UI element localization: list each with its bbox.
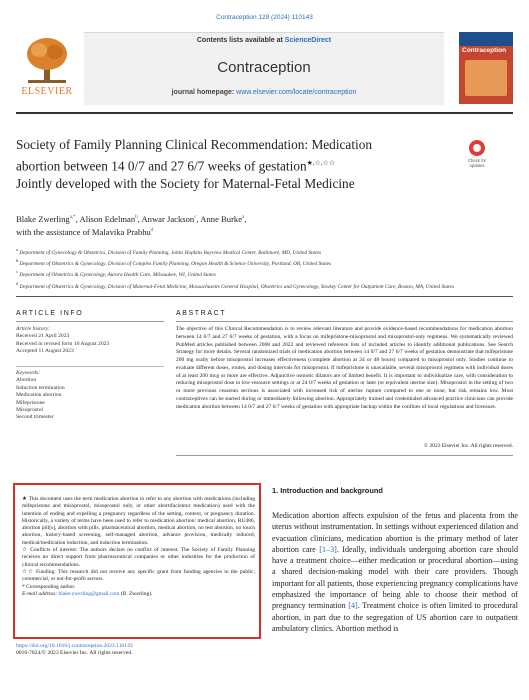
cover-strip (459, 32, 513, 46)
history-heading: Article history: (16, 326, 51, 332)
footnotes (22, 496, 255, 598)
cover-title: Contraception (462, 47, 507, 54)
affiliation: $^b$ Department of Obstetrics & Gynecology, Division of Complex Family Planning, Oregon Health & Science University, Portland, OR, United States (16, 258, 332, 267)
keyword-list (16, 370, 164, 422)
title-line-3: Jointly developed with the Society for Maternal-Fetal Medicine (16, 176, 355, 192)
keyword: Second trimester (16, 414, 54, 421)
issn-line: 0010-7824/© 2023 Elsevier Inc. All rights reserved. (16, 650, 133, 657)
author-name[interactable]: Anne Burke (200, 213, 243, 224)
author-name[interactable]: Blake Zwerling (16, 213, 70, 224)
history-item: Received 21 April 2023 (16, 333, 70, 340)
author-affil-sup[interactable]: d (150, 227, 154, 233)
article-doi-block (16, 643, 256, 658)
header-divider (16, 112, 513, 114)
affiliation-divider (16, 296, 513, 297)
article-title (16, 136, 446, 193)
article-info-divider (16, 321, 164, 322)
abstract-text: The objective of this Clinical Recommendation is to review relevant literature and provide evidence-based recommendations for medication abortion between 14 0/7 and 27 6/7 weeks of gestation, with a focus on mifepristone-misoprostol and misoprostol-only regimens. We systematically reviewed PubMed articles published between 2008 and 2022 and reviewed reference lists of included articles to identify additional publications. See Search Strategy for more details. Several randomized trials of medication abortion between 14 0/7 and 27 6/7 weeks of gestation demonstrate that mifepristone 200 mg orally before misoprostol increases effectiveness (complete abortion at 24 or 48 hours) compared to misoprostol only. Studies continue to evaluate different doses, routes, and dosing intervals for misoprostol. If mifepristone is unavailable, several misoprostol regimens with individual doses of at least 200 mcg or more are effective. Adjunctive osmotic dilators are of limited benefit. It is important to individualize care, with consideration to reducing misoprostol dose in low-resource settings or at 24 0/7 weeks of gestation or later (or equivalent uterine size). Misoprostol in the setting of two or more previous cesarean sections is associated with increased risk of uterine rupture compared to one or none, but risk remains low. Most contraceptives can be started during or immediately following abortion. Appropriately trained and credentialed advanced practice clinicians can provide medication abortion between 14 0/7 and 27 6/7 weeks of gestation with appropriate backup within the confines of local regulations and licensure. (176, 326, 513, 410)
email-link[interactable]: blake.zwerling@gmail.com (58, 590, 120, 597)
section-heading: 1. Introduction and background (272, 486, 383, 495)
author-affil-sup[interactable]: c (194, 215, 197, 220)
journal-homepage (84, 89, 444, 96)
title-line-2: abortion between 14 0/7 and 27 6/7 weeks of gestation★,☆,☆☆ (16, 158, 336, 174)
citation-link[interactable]: [4] (348, 601, 358, 611)
affiliation: $^d$ Department of Obstetrics & Gynecology, Division of Maternal-Fetal Medicine, Massachusetts General Hospital, Obstetrics and Gynecology, Yawkey Center for Outpatient Care, Boston, MA, United States (16, 280, 455, 290)
journal-info-box (84, 32, 444, 105)
keyword: Misoprostol (16, 407, 44, 414)
abstract-heading: ABSTRACT (176, 310, 227, 317)
article-info-heading: ARTICLE INFO (16, 310, 84, 317)
footnote-conflict: ☆ Conflicts of interest: The authors declare no conflict of interest. The Society of Family Planning receives no direct support from pharmaceutical companies or other industries for the production of clinical recommendations. (22, 547, 255, 568)
author-name[interactable]: Anwar Jackson (141, 213, 195, 224)
keyword: Induction termination (16, 384, 65, 391)
author-list (16, 212, 486, 238)
author-name[interactable]: Alison Edelman (79, 213, 136, 224)
abstract-copyright: © 2023 Elsevier Inc. All rights reserved. (423, 443, 513, 449)
crossmark-label: Check for updates (468, 158, 486, 168)
assist-line (16, 225, 486, 238)
history-item: Received in revised form 10 August 2023 (16, 340, 110, 347)
keywords-heading: Keywords: (16, 370, 41, 376)
affiliation: $^a$ Department of Gynecology & Obstetrics, Division of Family Planning, Johns Hopkins Bayview Medical Center, Baltimore, MD, United States (16, 247, 321, 256)
homepage-link[interactable]: www.elsevier.com/locate/contraception (236, 89, 357, 96)
history-item: Accepted 11 August 2023 (16, 348, 74, 355)
assist-prefix: with the assistance of (16, 226, 92, 237)
cover-image (465, 60, 507, 96)
authors-line: Blake Zwerling$^{a,*}$, Alison Edelman$^b$, Anwar Jackson$^c$, Anne Burke$^a$, (16, 213, 247, 224)
journal-banner (16, 32, 513, 108)
crossmark-icon (469, 140, 485, 156)
publisher-wordmark: ELSEVIER (21, 86, 73, 97)
footnote-star: ★ This document uses the term medication abortion to refer to any abortion with medications (including mifepristone and misoprostol, misoprostol only, or other abortifacientor medication) used with the intention of ending and expelling a pregnancy regardless of the setting, context, or pregnancy duration. Historically, a variety of terms have been used to refer to medication abortion: medical abortion, RU486, abortion pill[s], abortion with pills, pharmaceutical abortion, medical abortion, no test abortion, no touch abortion, history-based screening, self-managed abortion, advance provision, medically induced, medical/medication induction, and induction termination. (22, 496, 255, 546)
contents-prefix: Contents lists available at (196, 37, 285, 44)
abstract-bottom-divider (176, 455, 513, 456)
title-line-1: Society of Family Planning Clinical Recommendation: Medication (16, 137, 373, 152)
journal-name: Contraception (217, 59, 311, 76)
title-footnote-marks[interactable]: ★,☆,☆☆ (306, 159, 336, 167)
journal-cover[interactable] (459, 32, 513, 104)
intro-paragraph: Medication abortion affects expulsion of the fetus and placenta from the uterus without instrumentation. In settings without experienced dilation and evacuation clinicians, medication abortion is the primary method of later abortion care [1–3]. Ideally, individuals undergoing abortion care should have a treatment choice—either medication or procedural abortion—using a shared decision-making model with their care providers. Though important for all patients, those experiencing pregnancy complications have emphasized the importance of being able to choose their method of pregnancy termination [4]. Treatment choice is often limited to procedural abortion, in part due to the segregation of US abortion care to outpatient ambulatory clinics. Abortion method is (272, 511, 518, 633)
keyword: Medication abortion (16, 392, 62, 399)
footnote-email: E-mail address: blake.zwerling@gmail.com (B. Zwerling). (22, 590, 153, 597)
author-affil-sup[interactable]: b (135, 215, 138, 220)
article-history (16, 326, 164, 356)
footnote-corresponding: * Corresponding author. (22, 583, 76, 590)
contents-line (84, 37, 444, 44)
keywords-divider (16, 366, 164, 367)
citation-link[interactable]: [1–3] (319, 544, 337, 554)
keyword: Mifepristone (16, 399, 45, 406)
author-affil-sup[interactable]: a (242, 215, 245, 220)
author-name[interactable]: Malavika Prabhu (91, 226, 151, 237)
elsevier-logo (16, 32, 78, 102)
abstract-divider (176, 321, 513, 322)
homepage-label: journal homepage: (171, 89, 237, 96)
affiliation: $^c$ Department of Obstetrics & Gynecology, Aurora Health Care, Milwaukee, WI, United States (16, 269, 216, 279)
check-for-updates-button[interactable] (463, 140, 491, 170)
footnote-funding: ☆☆ Funding: This research did not receive any specific grant from funding agencies in the public, commercial, or not-for-profit sectors. (22, 568, 255, 583)
doi-link[interactable]: https://doi.org/10.1016/j.contraception.2023.110143 (16, 643, 133, 649)
affiliation-list (16, 246, 506, 291)
journal-citation[interactable]: Contraception 129 (2024) 110143 (216, 14, 313, 21)
keyword: Abortion (16, 377, 37, 384)
author-affil-sup[interactable]: a,* (69, 215, 76, 220)
sciencedirect-link[interactable]: ScienceDirect (284, 37, 332, 44)
tree-logo-icon (24, 36, 70, 84)
